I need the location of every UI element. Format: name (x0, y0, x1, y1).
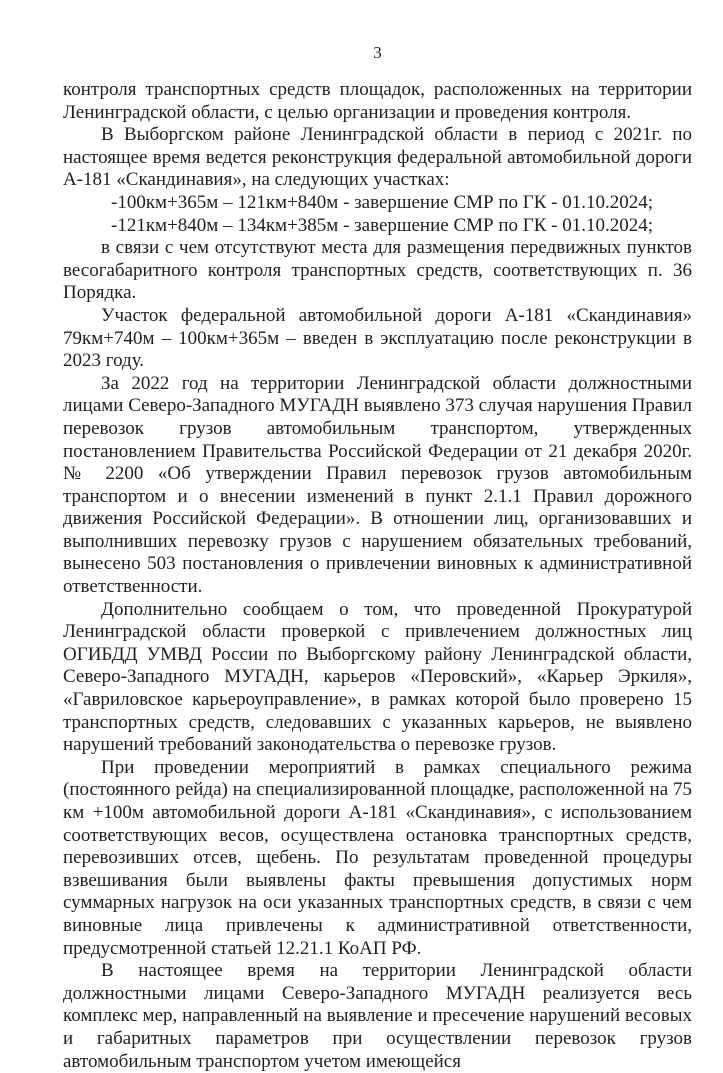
paragraph-p6: Участок федеральной автомобильной дороги А-181 «Скандинавия» 79км+740м – 100км+365м – введен в эксплуатацию после реконструкции в 2023 году. (63, 304, 692, 372)
paragraph-p5: в связи с чем отсутствуют места для размещения передвижных пунктов весогабаритного контроля транспортных средств, соответствующих п. 36 Порядка. (63, 237, 692, 304)
paragraph-p1: контроля транспортных средств площадок, расположенных на территории Ленинградской области, с целью организации и проведения контроля. (63, 79, 692, 123)
paragraph-p7: За 2022 год на территории Ленинградской области должностными лицами Северо-Западного МУГАДН выявлено 373 случая нарушения Правил перевозок грузов автомобильным транспортом, утвержденных постановлением Правительства Российской Федерации от 21 декабря 2020г. № 2200 «Об утверждении Правил перевозок грузов автомобильным транспортом и о внесении изменений в пункт 2.1.1 Правил дорожного движения Российской Федерации». В отношении лиц, организовавших и выполнивших перевозку грузов с нарушением обязательных требований, вынесено 503 постановления о привлечении виновных к административной ответственности. (63, 372, 692, 598)
page-number: 3 (373, 43, 382, 62)
paragraph-p2: В Выборгском районе Ленинградской области в период с 2021г. по настоящее время ведется реконструкция федеральной автомобильной дороги А-181 «Скандинавия», на следующих участках: (63, 124, 692, 191)
paragraph-p4: -121км+840м – 134км+385м - завершение СМР по ГК - 01.10.2024; (111, 214, 654, 236)
paragraph-p3: -100км+365м – 121км+840м - завершение СМР по ГК - 01.10.2024; (111, 191, 654, 213)
paragraph-p10: В настоящее время на территории Ленинградской области должностными лицами Северо-Западного МУГАДН реализуется весь комплекс мер, направленный на выявление и пресечение нарушений весовых и габаритных параметров при осуществлении перевозок грузов автомобильным транспортом учетом имеющейся (63, 960, 692, 1072)
document-body (63, 79, 692, 1073)
paragraph-p9: При проведении мероприятий в рамках специального режима (постоянного рейда) на специализированной площадке, расположенной на 75 км +100м автомобильной дороги А-181 «Скандинавия», с использованием соответствующих весов, осуществлена остановка транспортных средств, перевозивших отсев, щебень. По результатам проведенной процедуры взвешивания были выявлены факты превышения допустимых норм суммарных нагрузок на оси указанных транспортных средств, в связи с чем виновные лица привлечены к административной ответственности, предусмотренной статьей 12.21.1 КоАП РФ. (63, 756, 692, 959)
paragraph-p8: Дополнительно сообщаем о том, что проведенной Прокуратурой Ленинградской области проверкой с привлечением должностных лиц ОГИБДД УМВД России по Выборгскому району Ленинградской области, Северо-Западного МУГАДН, карьеров «Перовский», «Карьер Эркиля», «Гавриловское карьероуправление», в рамках которой было проверено 15 транспортных средств, следовавших с указанных карьеров, не выявлено нарушений требований законодательства о перевозке грузов. (63, 598, 692, 756)
